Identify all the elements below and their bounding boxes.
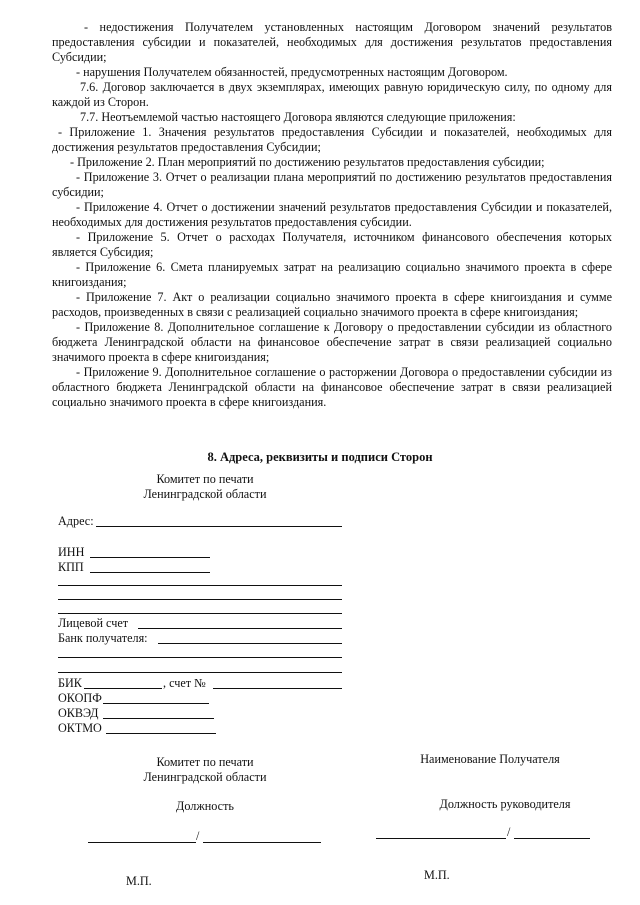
- account-number-blank[interactable]: [213, 688, 342, 689]
- appendix-2: - Приложение 2. План мероприятий по достижению результатов предоставления субсидии;: [70, 155, 545, 169]
- requisites-blank-line[interactable]: [58, 599, 342, 600]
- address-blank[interactable]: [96, 526, 342, 527]
- paragraph-7-6: 7.6. Договор заключается в двух экземплярах, имеющих равную юридическую силу, по одному для каждой из Сторон.: [52, 80, 612, 109]
- paragraph-violation: - нарушения Получателем обязанностей, предусмотренных настоящим Договором.: [76, 65, 508, 79]
- appendix-7: - Приложение 7. Акт о реализации социально значимого проекта в сфере книгоиздания и сумме расходов, произведенных в связи с реализацией социально значимого проекта в сфере книгоиздания;: [52, 290, 612, 319]
- oktmo-blank[interactable]: [106, 733, 216, 734]
- appendix-8: - Приложение 8. Дополнительное соглашение к Договору о предоставлении субсидии из областного бюджета Ленинградской области на финансовое обеспечение затрат в связи реализацией социально значимого проекта в сфере книгоиздания;: [52, 320, 612, 364]
- requisites-blank-line[interactable]: [58, 585, 342, 586]
- signature-right-line[interactable]: [376, 838, 506, 839]
- bank-blank-line[interactable]: [58, 657, 342, 658]
- account-number-label: , счет №: [163, 676, 206, 690]
- signature-right-position: Должность руководителя: [439, 797, 571, 811]
- section-8-title: 8. Адреса, реквизиты и подписи Сторон: [207, 450, 433, 464]
- paragraph-7-7: 7.7. Неотъемлемой частью настоящего Договора являются следующие приложения:: [80, 110, 516, 124]
- appendix-9: - Приложение 9. Дополнительное соглашение о расторжении Договора о предоставлении субсидии из областного бюджета Ленинградской области на финансовое обеспечение затрат в связи реализацией социально значимого проекта в сфере книгоиздания.: [52, 365, 612, 409]
- appendix-5: - Приложение 5. Отчет о расходах Получателя, источником финансового обеспечения которых является Субсидия;: [52, 230, 612, 259]
- signature-left-slash: /: [196, 829, 200, 843]
- oktmo-label: ОКТМО: [58, 721, 102, 735]
- appendix-4: - Приложение 4. Отчет о достижении значений результатов предоставления Субсидии и показателей, необходимых для достижения результатов предоставления субсидии.: [52, 200, 612, 229]
- okved-label: ОКВЭД: [58, 706, 99, 720]
- signature-left-committee-line2: Ленинградской области: [143, 770, 267, 784]
- okopf-label: ОКОПФ: [58, 691, 102, 705]
- okopf-blank[interactable]: [103, 703, 209, 704]
- stamp-right: М.П.: [424, 868, 450, 882]
- signature-left-position: Должность: [176, 799, 234, 813]
- stamp-left: М.П.: [126, 874, 152, 888]
- appendix-3: - Приложение 3. Отчет о реализации плана мероприятий по достижению результатов предоставления субсидии;: [52, 170, 612, 199]
- signature-right-slash: /: [507, 825, 511, 839]
- bik-label: БИК: [58, 676, 82, 690]
- bank-label: Банк получателя:: [58, 631, 148, 645]
- account-blank[interactable]: [138, 628, 342, 629]
- committee-name-line2: Ленинградской области: [143, 487, 267, 501]
- paragraph-nonachievement: - недостижения Получателем установленных настоящим Договором значений результатов предоставления субсидии и показателей, необходимых для достижения результатов предоставления Субсидии;: [52, 20, 612, 64]
- appendix-6: - Приложение 6. Смета планируемых затрат на реализацию социально значимого проекта в сфере книгоиздания;: [52, 260, 612, 289]
- kpp-blank[interactable]: [90, 572, 210, 573]
- address-label: Адрес:: [58, 514, 94, 528]
- signature-right-recipient-name: Наименование Получателя: [420, 752, 560, 766]
- bik-blank[interactable]: [84, 688, 162, 689]
- requisites-blank-line[interactable]: [58, 613, 342, 614]
- signature-left-line[interactable]: [88, 842, 196, 843]
- signature-right-name-line[interactable]: [514, 838, 590, 839]
- account-label: Лицевой счет: [58, 616, 129, 630]
- signature-left-committee-line1: Комитет по печати: [156, 755, 254, 769]
- bank-blank-line[interactable]: [58, 672, 342, 673]
- kpp-label: КПП: [58, 560, 84, 574]
- bank-blank[interactable]: [158, 643, 342, 644]
- appendix-1: - Приложение 1. Значения результатов предоставления Субсидии и показателей, необходимых для достижения результатов предоставления Субсидии;: [52, 125, 612, 154]
- contract-text: [52, 20, 612, 410]
- okved-blank[interactable]: [103, 718, 214, 719]
- inn-label: ИНН: [58, 545, 85, 559]
- committee-name-line1: Комитет по печати: [156, 472, 254, 486]
- inn-blank[interactable]: [90, 557, 210, 558]
- signature-left-name-line[interactable]: [203, 842, 321, 843]
